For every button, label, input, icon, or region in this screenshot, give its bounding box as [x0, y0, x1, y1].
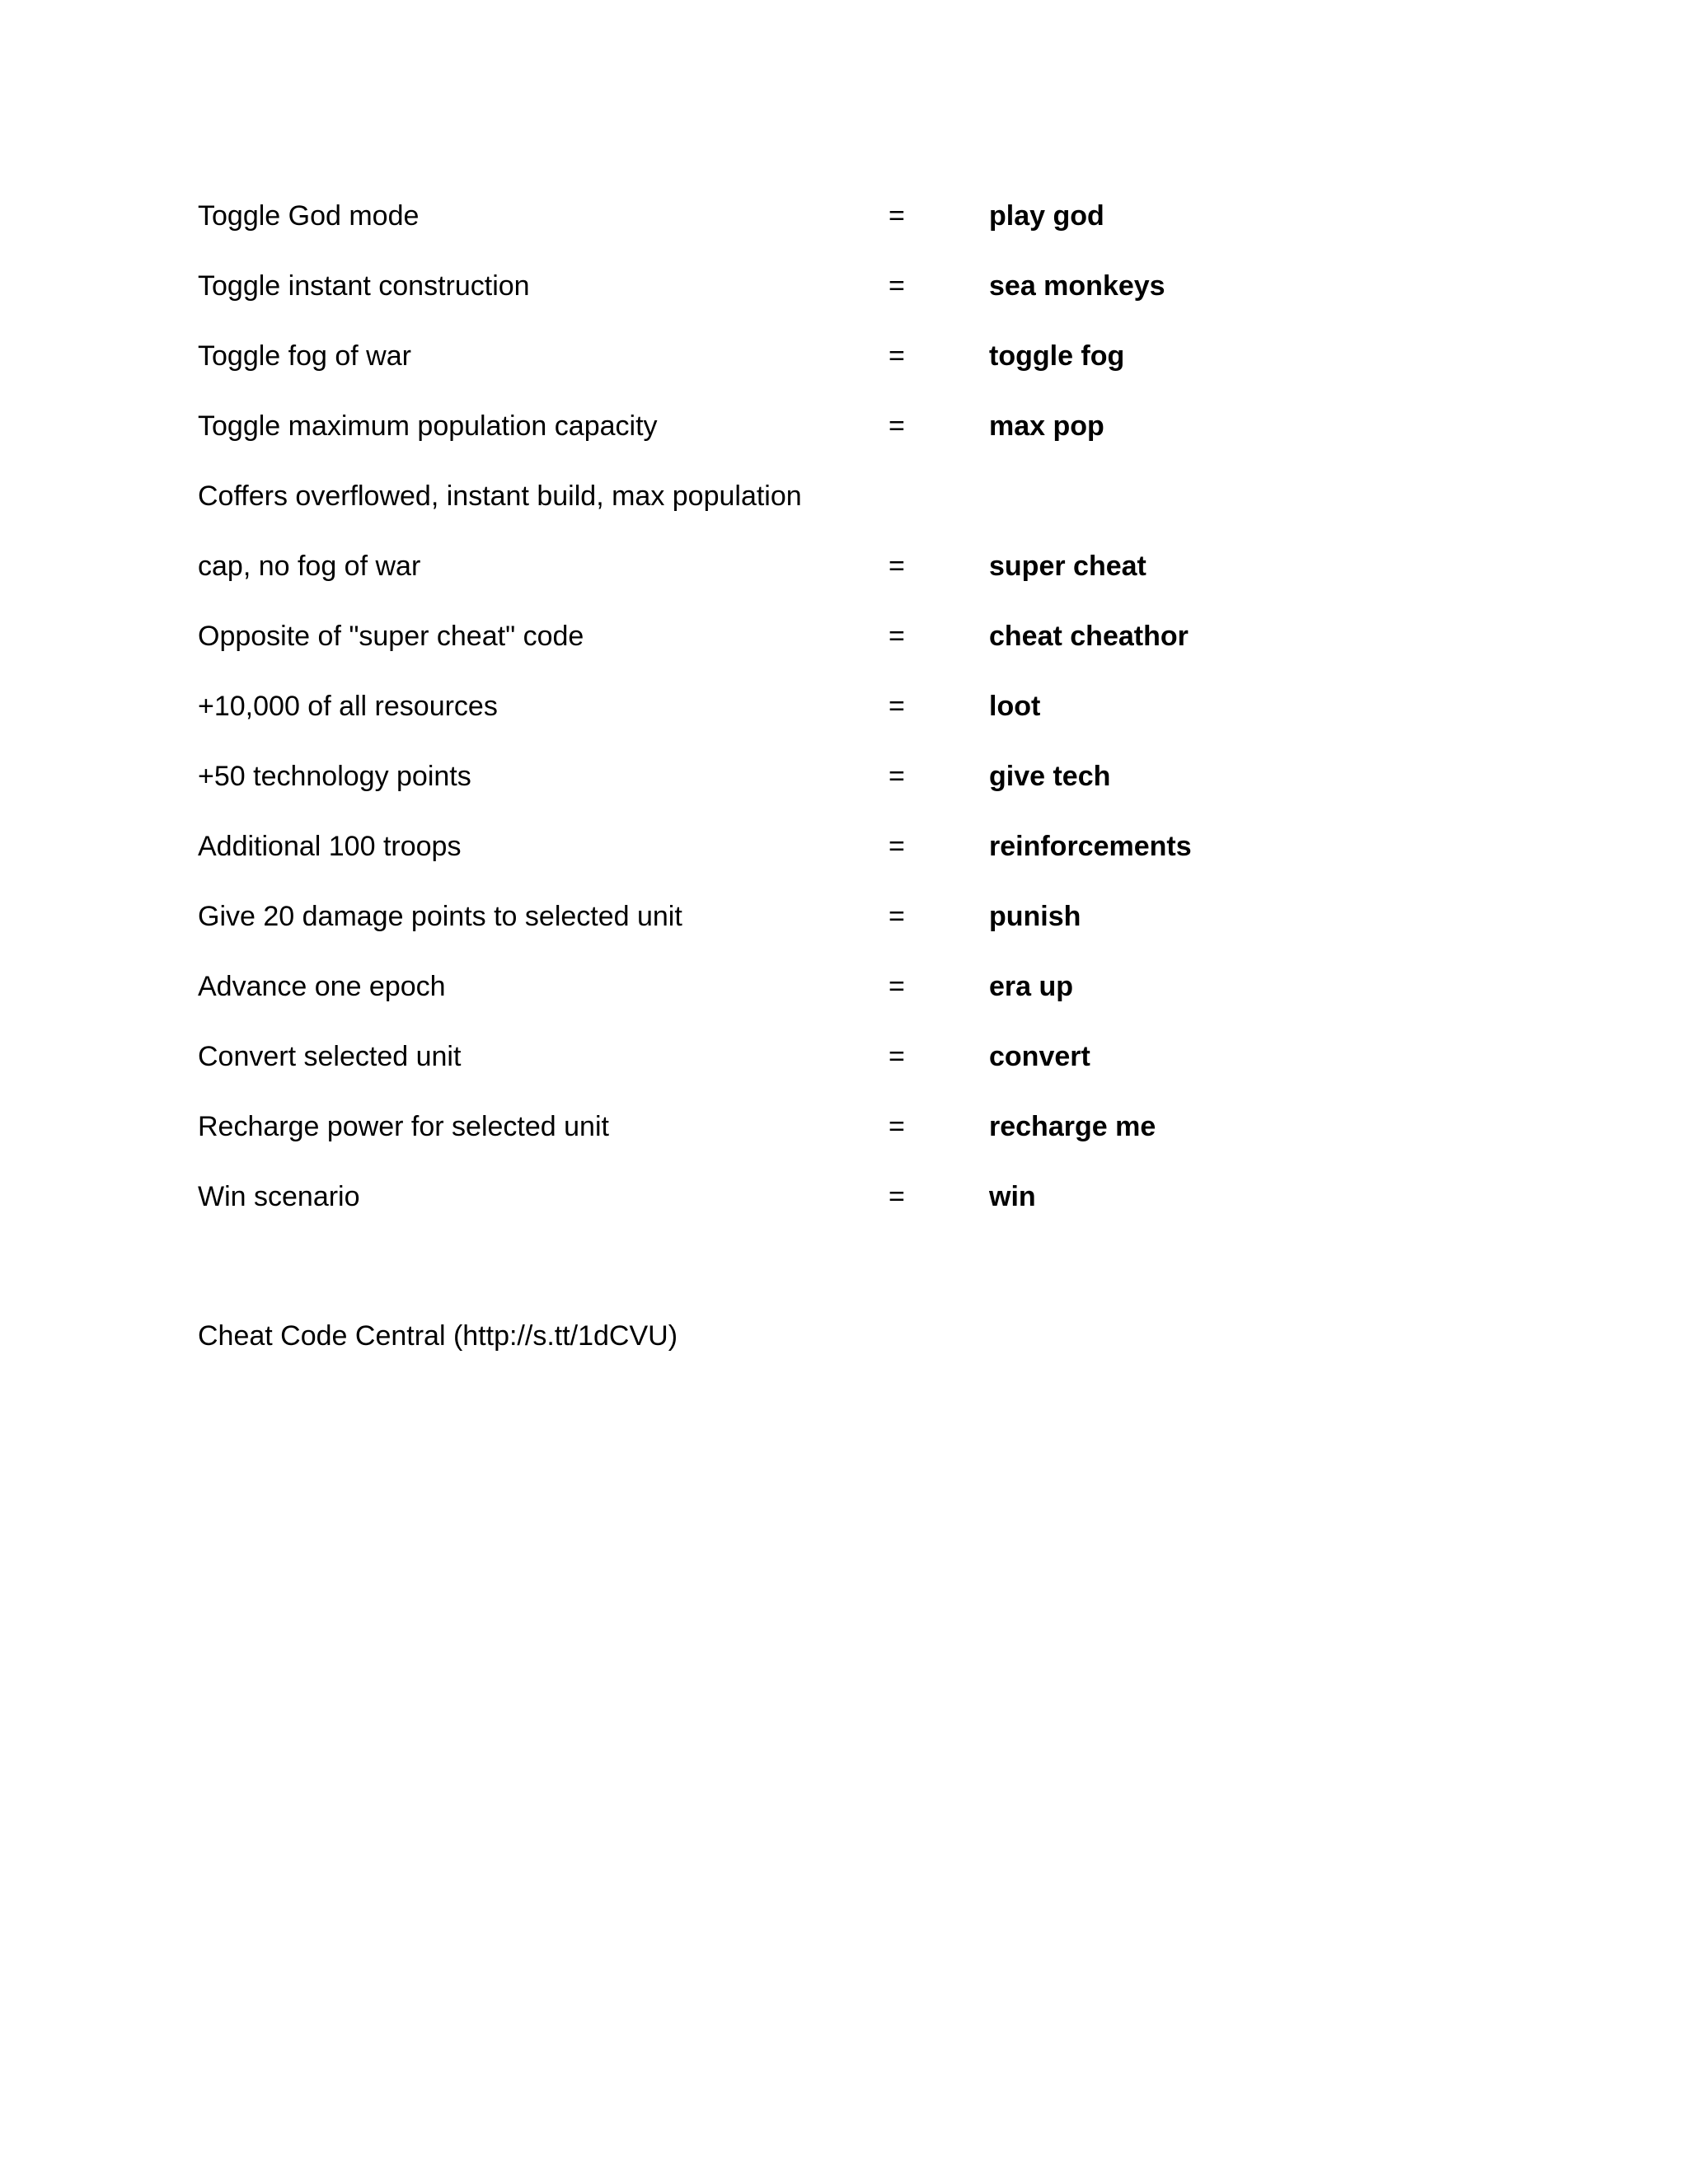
equals-sign: =	[889, 1181, 905, 1212]
cheat-row	[198, 1176, 1434, 1246]
equals-sign: =	[889, 831, 905, 862]
cheat-row	[198, 335, 1434, 405]
cheat-description: cap, no fog of war	[198, 551, 421, 582]
equals-sign: =	[889, 901, 905, 932]
equals-sign: =	[889, 761, 905, 792]
cheat-code: recharge me	[989, 1111, 1156, 1142]
cheat-code: era up	[989, 971, 1074, 1002]
cheat-row	[198, 686, 1434, 756]
cheat-code: convert	[989, 1041, 1090, 1072]
cheat-code: loot	[989, 691, 1041, 722]
cheat-code: give tech	[989, 761, 1111, 792]
cheat-description: Win scenario	[198, 1181, 360, 1212]
cheat-code: play god	[989, 200, 1104, 232]
cheat-row	[198, 195, 1434, 265]
cheat-row	[198, 265, 1434, 335]
equals-sign: =	[889, 1111, 905, 1142]
cheat-code-list	[198, 195, 1434, 1246]
equals-sign: =	[889, 621, 905, 652]
cheat-description: Opposite of "super cheat" code	[198, 621, 584, 652]
equals-sign: =	[889, 691, 905, 722]
cheat-description: Toggle maximum population capacity	[198, 410, 658, 442]
equals-sign: =	[889, 410, 905, 442]
cheat-code: sea monkeys	[989, 270, 1165, 302]
cheat-code: super cheat	[989, 551, 1146, 582]
cheat-row	[198, 756, 1434, 826]
cheat-description: Advance one epoch	[198, 971, 446, 1002]
cheat-description: Toggle God mode	[198, 200, 420, 232]
equals-sign: =	[889, 270, 905, 302]
cheat-code: max pop	[989, 410, 1104, 442]
equals-sign: =	[889, 340, 905, 372]
cheat-description: Coffers overflowed, instant build, max population	[198, 480, 802, 512]
cheat-row	[198, 1106, 1434, 1176]
cheat-description: Give 20 damage points to selected unit	[198, 901, 682, 932]
cheat-row	[198, 826, 1434, 896]
cheat-row	[198, 405, 1434, 476]
cheat-description: Toggle instant construction	[198, 270, 530, 302]
cheat-description: +50 technology points	[198, 761, 471, 792]
cheat-description: Convert selected unit	[198, 1041, 462, 1072]
cheat-code: win	[989, 1181, 1036, 1212]
cheat-code: cheat cheathor	[989, 621, 1189, 652]
cheat-description: Toggle fog of war	[198, 340, 411, 372]
cheat-code: toggle fog	[989, 340, 1125, 372]
cheat-row	[198, 966, 1434, 1036]
cheat-row	[198, 476, 1434, 546]
cheat-row	[198, 896, 1434, 966]
equals-sign: =	[889, 551, 905, 582]
cheat-row	[198, 546, 1434, 616]
source-credit: Cheat Code Central (http://s.tt/1dCVU)	[198, 1320, 678, 1352]
equals-sign: =	[889, 971, 905, 1002]
equals-sign: =	[889, 1041, 905, 1072]
cheat-row	[198, 616, 1434, 686]
cheat-description: +10,000 of all resources	[198, 691, 498, 722]
cheat-code: punish	[989, 901, 1081, 932]
cheat-description: Recharge power for selected unit	[198, 1111, 609, 1142]
equals-sign: =	[889, 200, 905, 232]
cheat-row	[198, 1036, 1434, 1106]
cheat-description: Additional 100 troops	[198, 831, 462, 862]
cheat-code: reinforcements	[989, 831, 1192, 862]
